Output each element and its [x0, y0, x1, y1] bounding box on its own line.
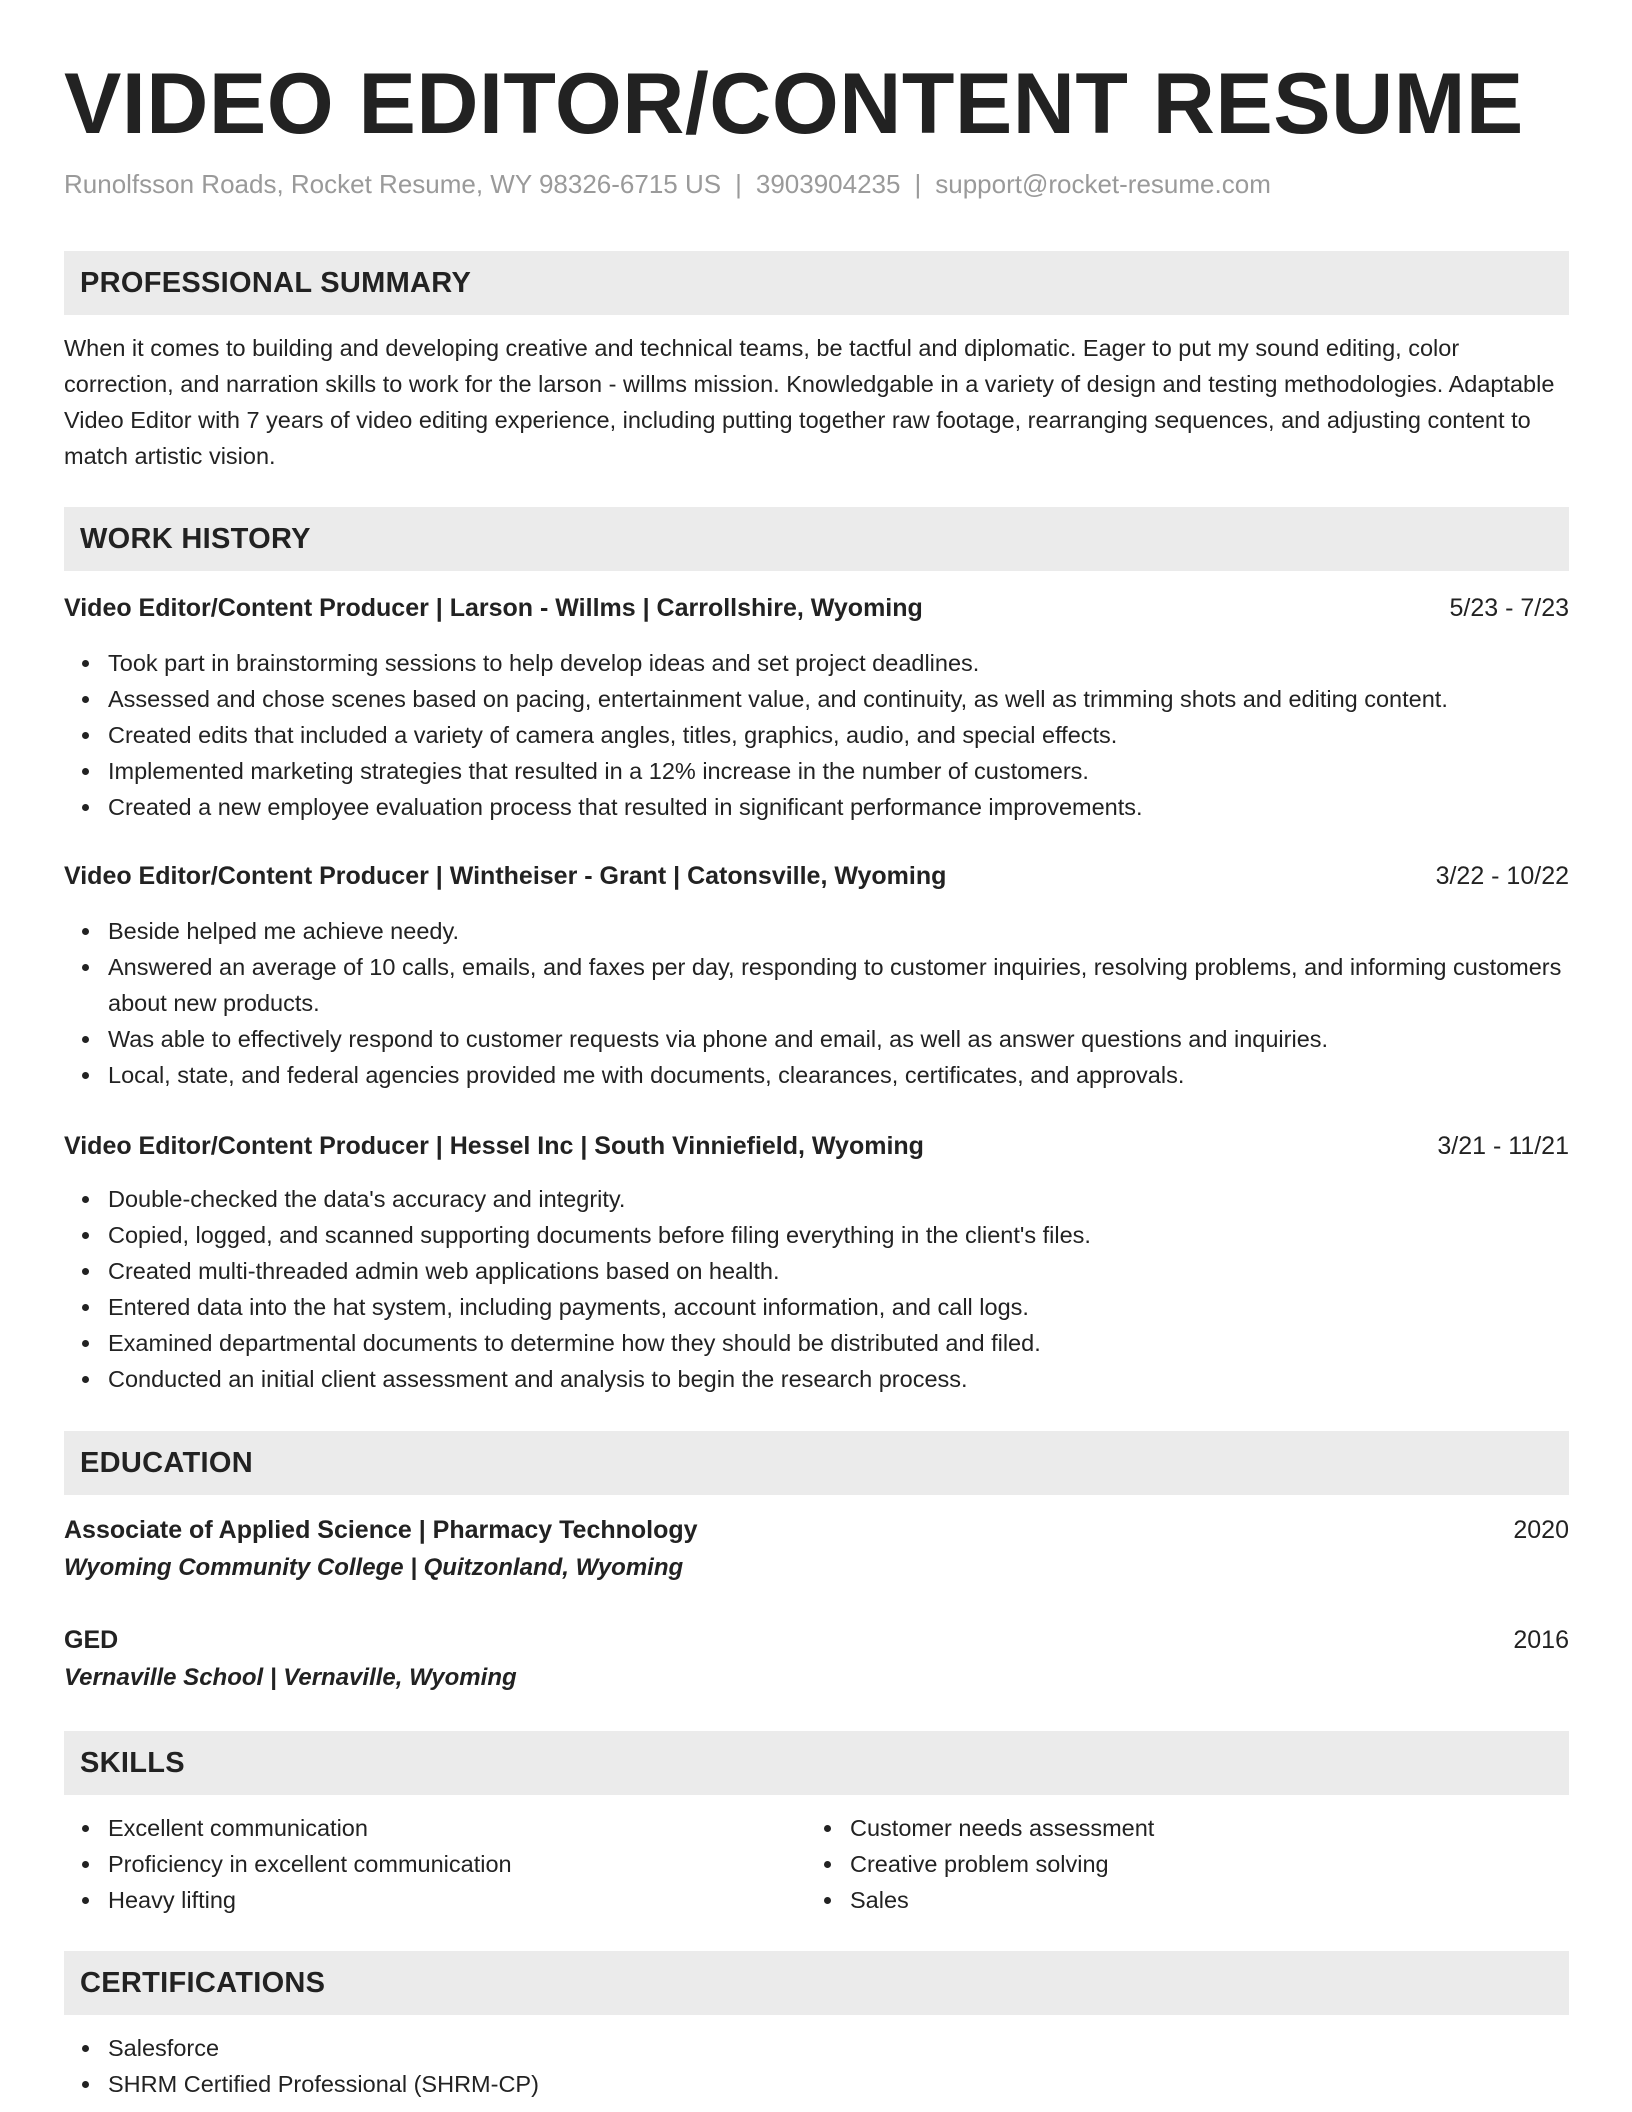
contact-phone: 3903904235 — [755, 169, 901, 199]
job-bullets — [64, 1181, 1569, 1397]
job-dates: 5/23 - 7/23 — [1449, 594, 1569, 622]
contact-address: Runolfsson Roads, Rocket Resume, WY 98326-6715 US — [64, 169, 722, 199]
list-item: Examined departmental documents to determine how they should be distributed and filed. — [108, 1325, 1569, 1361]
list-item: Created edits that included a variety of camera angles, titles, graphics, audio, and special effects. — [108, 717, 1569, 753]
list-item: Double-checked the data's accuracy and integrity. — [108, 1181, 1569, 1217]
list-item: Created a new employee evaluation process that resulted in significant performance improvements. — [108, 789, 1569, 825]
education-year: 2016 — [1513, 1626, 1569, 1654]
list-item: Was able to effectively respond to customer requests via phone and email, as well as answer questions and inquiries. — [108, 1021, 1569, 1057]
list-item: Local, state, and federal agencies provided me with documents, clearances, certificates, and approvals. — [108, 1057, 1569, 1093]
list-item: Assessed and chose scenes based on pacing, entertainment value, and continuity, as well as trimming shots and editing content. — [108, 681, 1569, 717]
skills-list-right — [806, 1810, 1550, 1918]
skills-list-left — [64, 1810, 798, 1918]
education-entry — [64, 1622, 1569, 1658]
resume-title: VIDEO EDITOR/CONTENT RESUME — [64, 56, 1524, 152]
summary-text: When it comes to building and developing creative and technical teams, be tactful and diplomatic. Eager to put my sound editing, color correction, and narration skills to work for the larson - willms mission. Knowledgable in a variety of design and testing methodologies. Adaptable Video Editor with 7 years of video editing experience, including putting together raw footage, rearranging sequences, and adjusting content to match artistic vision. — [64, 335, 1555, 469]
list-item: Beside helped me achieve needy. — [108, 913, 1569, 949]
section-heading: SKILLS — [80, 1747, 185, 1779]
job-dates: 3/21 - 11/21 — [1437, 1132, 1569, 1160]
education-entry — [64, 1512, 1569, 1548]
education-year: 2020 — [1513, 1516, 1569, 1544]
section-heading: CERTIFICATIONS — [80, 1967, 326, 1999]
job-title: Video Editor/Content Producer | Larson - Willms | Carrollshire, Wyoming — [64, 594, 923, 622]
section-certifications-header — [64, 1951, 1569, 2015]
contact-line — [64, 166, 1271, 202]
certification-item: Salesforce — [108, 2030, 1569, 2066]
job-bullets — [64, 913, 1569, 1093]
education-school: Vernaville School | Vernaville, Wyoming — [64, 1664, 517, 1691]
certifications-list — [64, 2030, 1569, 2102]
section-heading: WORK HISTORY — [80, 523, 311, 555]
skill-item: Heavy lifting — [108, 1882, 798, 1918]
education-degree: Associate of Applied Science | Pharmacy Technology — [64, 1516, 698, 1544]
list-item: Created multi-threaded admin web applications based on health. — [108, 1253, 1569, 1289]
job-title: Video Editor/Content Producer | Wintheiser - Grant | Catonsville, Wyoming — [64, 862, 947, 890]
contact-email[interactable]: support@rocket-resume.com — [935, 169, 1271, 199]
list-item: Conducted an initial client assessment and analysis to begin the research process. — [108, 1361, 1569, 1397]
job-header — [64, 858, 1569, 894]
section-heading: PROFESSIONAL SUMMARY — [80, 267, 472, 299]
job-title: Video Editor/Content Producer | Hessel Inc | South Vinniefield, Wyoming — [64, 1132, 924, 1160]
skill-item: Proficiency in excellent communication — [108, 1846, 798, 1882]
section-work-header — [64, 507, 1569, 571]
education-school: Wyoming Community College | Quitzonland, Wyoming — [64, 1554, 684, 1581]
section-summary-header — [64, 251, 1569, 315]
list-item: Implemented marketing strategies that resulted in a 12% increase in the number of customers. — [108, 753, 1569, 789]
skill-item: Excellent communication — [108, 1810, 798, 1846]
section-education-header — [64, 1431, 1569, 1495]
section-heading: EDUCATION — [80, 1447, 253, 1479]
job-header — [64, 1128, 1569, 1164]
skill-item: Customer needs assessment — [850, 1810, 1550, 1846]
list-item: Copied, logged, and scanned supporting documents before filing everything in the client's files. — [108, 1217, 1569, 1253]
certification-item: SHRM Certified Professional (SHRM-CP) — [108, 2066, 1569, 2102]
contact-separator: | — [735, 169, 742, 199]
list-item: Entered data into the hat system, including payments, account information, and call logs. — [108, 1289, 1569, 1325]
skill-item: Sales — [850, 1882, 1550, 1918]
contact-separator: | — [914, 169, 922, 199]
job-dates: 3/22 - 10/22 — [1435, 862, 1569, 890]
education-degree: GED — [64, 1626, 119, 1654]
job-header — [64, 590, 1569, 626]
section-skills-header — [64, 1731, 1569, 1795]
skill-item: Creative problem solving — [850, 1846, 1550, 1882]
list-item: Took part in brainstorming sessions to help develop ideas and set project deadlines. — [108, 645, 1569, 681]
job-bullets — [64, 645, 1569, 825]
list-item: Answered an average of 10 calls, emails, and faxes per day, responding to customer inquiries, resolving problems, and informing customers about new products. — [108, 949, 1569, 1021]
